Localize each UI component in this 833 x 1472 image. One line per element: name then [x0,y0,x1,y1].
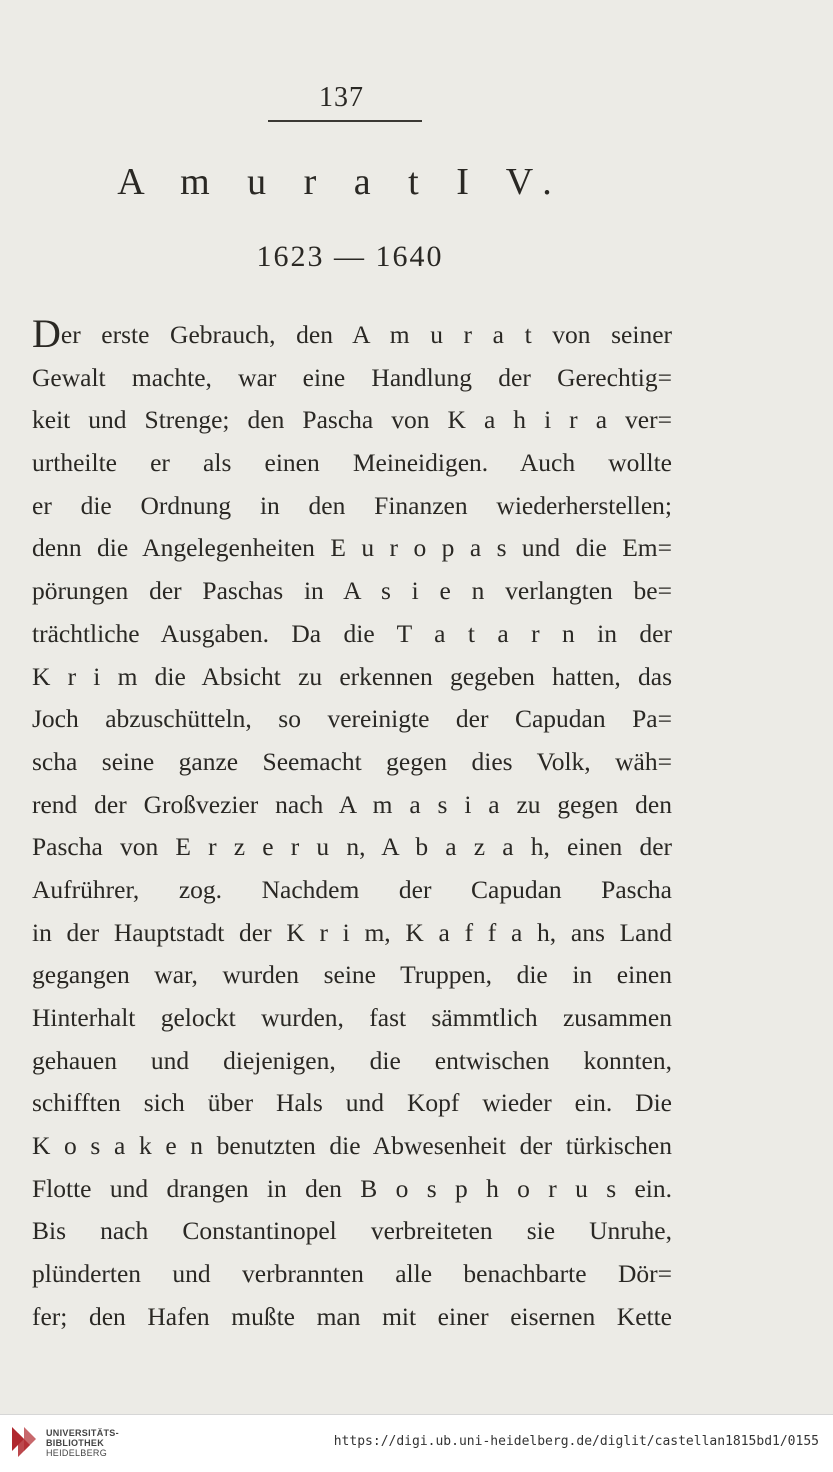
permalink-url[interactable]: https://digi.ub.uni-heidelberg.de/diglit/castellan1815bd1/0155 [333,1434,819,1449]
text-line: gehauen und diejenigen, die entwischen konnten, [32,1045,672,1075]
page-number: 137 [319,82,364,113]
text-line: urtheilte er als einen Meineidigen. Auch wollte [32,448,672,478]
text-line: Flotte und drangen in den B o s p h o r u s ein. [32,1173,672,1203]
text-line: trächtliche Ausgaben. Da die T a t a r n in der [32,618,672,648]
text-line: K o s a k e n benutzten die Abwesenheit der türkischen [32,1131,672,1161]
reign-years: 1623 — 1640 [256,240,444,273]
body-text [32,311,672,1339]
text-line: er die Ordnung in den Finanzen wiederherstellen; [32,490,672,520]
text-line: Der erste Gebrauch, den A m u r a t von seiner [32,311,672,356]
library-logo-text[interactable]: UNIVERSITÄTS- BIBLIOTHEK HEIDELBERG [46,1428,119,1458]
text-line: Gewalt machte, war eine Handlung der Gerechtig= [32,362,672,392]
drop-cap: D [32,311,61,356]
text-line: keit und Strenge; den Pascha von K a h i r a ver= [32,405,672,435]
text-line: rend der Großvezier nach A m a s i a zu gegen den [32,789,672,819]
text-line: plünderten und verbrannten alle benachbarte Dör= [32,1259,672,1289]
chapter-title: A m u r a t I V. [117,161,566,203]
text-line: K r i m die Absicht zu erkennen gegeben hatten, das [32,661,672,691]
text-line: schifften sich über Hals und Kopf wieder ein. Die [32,1088,672,1118]
text-line: gegangen war, wurden seine Truppen, die in einen [32,960,672,990]
text-line: pörungen der Paschas in A s i e n verlangten be= [32,576,672,606]
header-rule [268,120,422,122]
text-line: Pascha von E r z e r u n, A b a z a h, einen der [32,832,672,862]
text-line: scha seine ganze Seemacht gegen dies Volk, wäh= [32,746,672,776]
text-line: Joch abzuschütteln, so vereinigte der Capudan Pa= [32,704,672,734]
text-line: fer; den Hafen mußte man mit einer eisernen Kette [32,1301,672,1331]
text-line: Hinterhalt gelockt wurden, fast sämmtlich zusammen [32,1003,672,1032]
library-logo-icon[interactable] [10,1423,38,1463]
text-line: Aufrührer, zog. Nachdem der Capudan Pascha [32,874,672,904]
footer-bar [0,1414,833,1472]
text-line: denn die Angelegenheiten E u r o p a s und die Em= [32,533,672,563]
text-line: in der Hauptstadt der K r i m, K a f f a h, ans Land [32,917,672,947]
text-line: Bis nach Constantinopel verbreiteten sie Unruhe, [32,1216,672,1246]
